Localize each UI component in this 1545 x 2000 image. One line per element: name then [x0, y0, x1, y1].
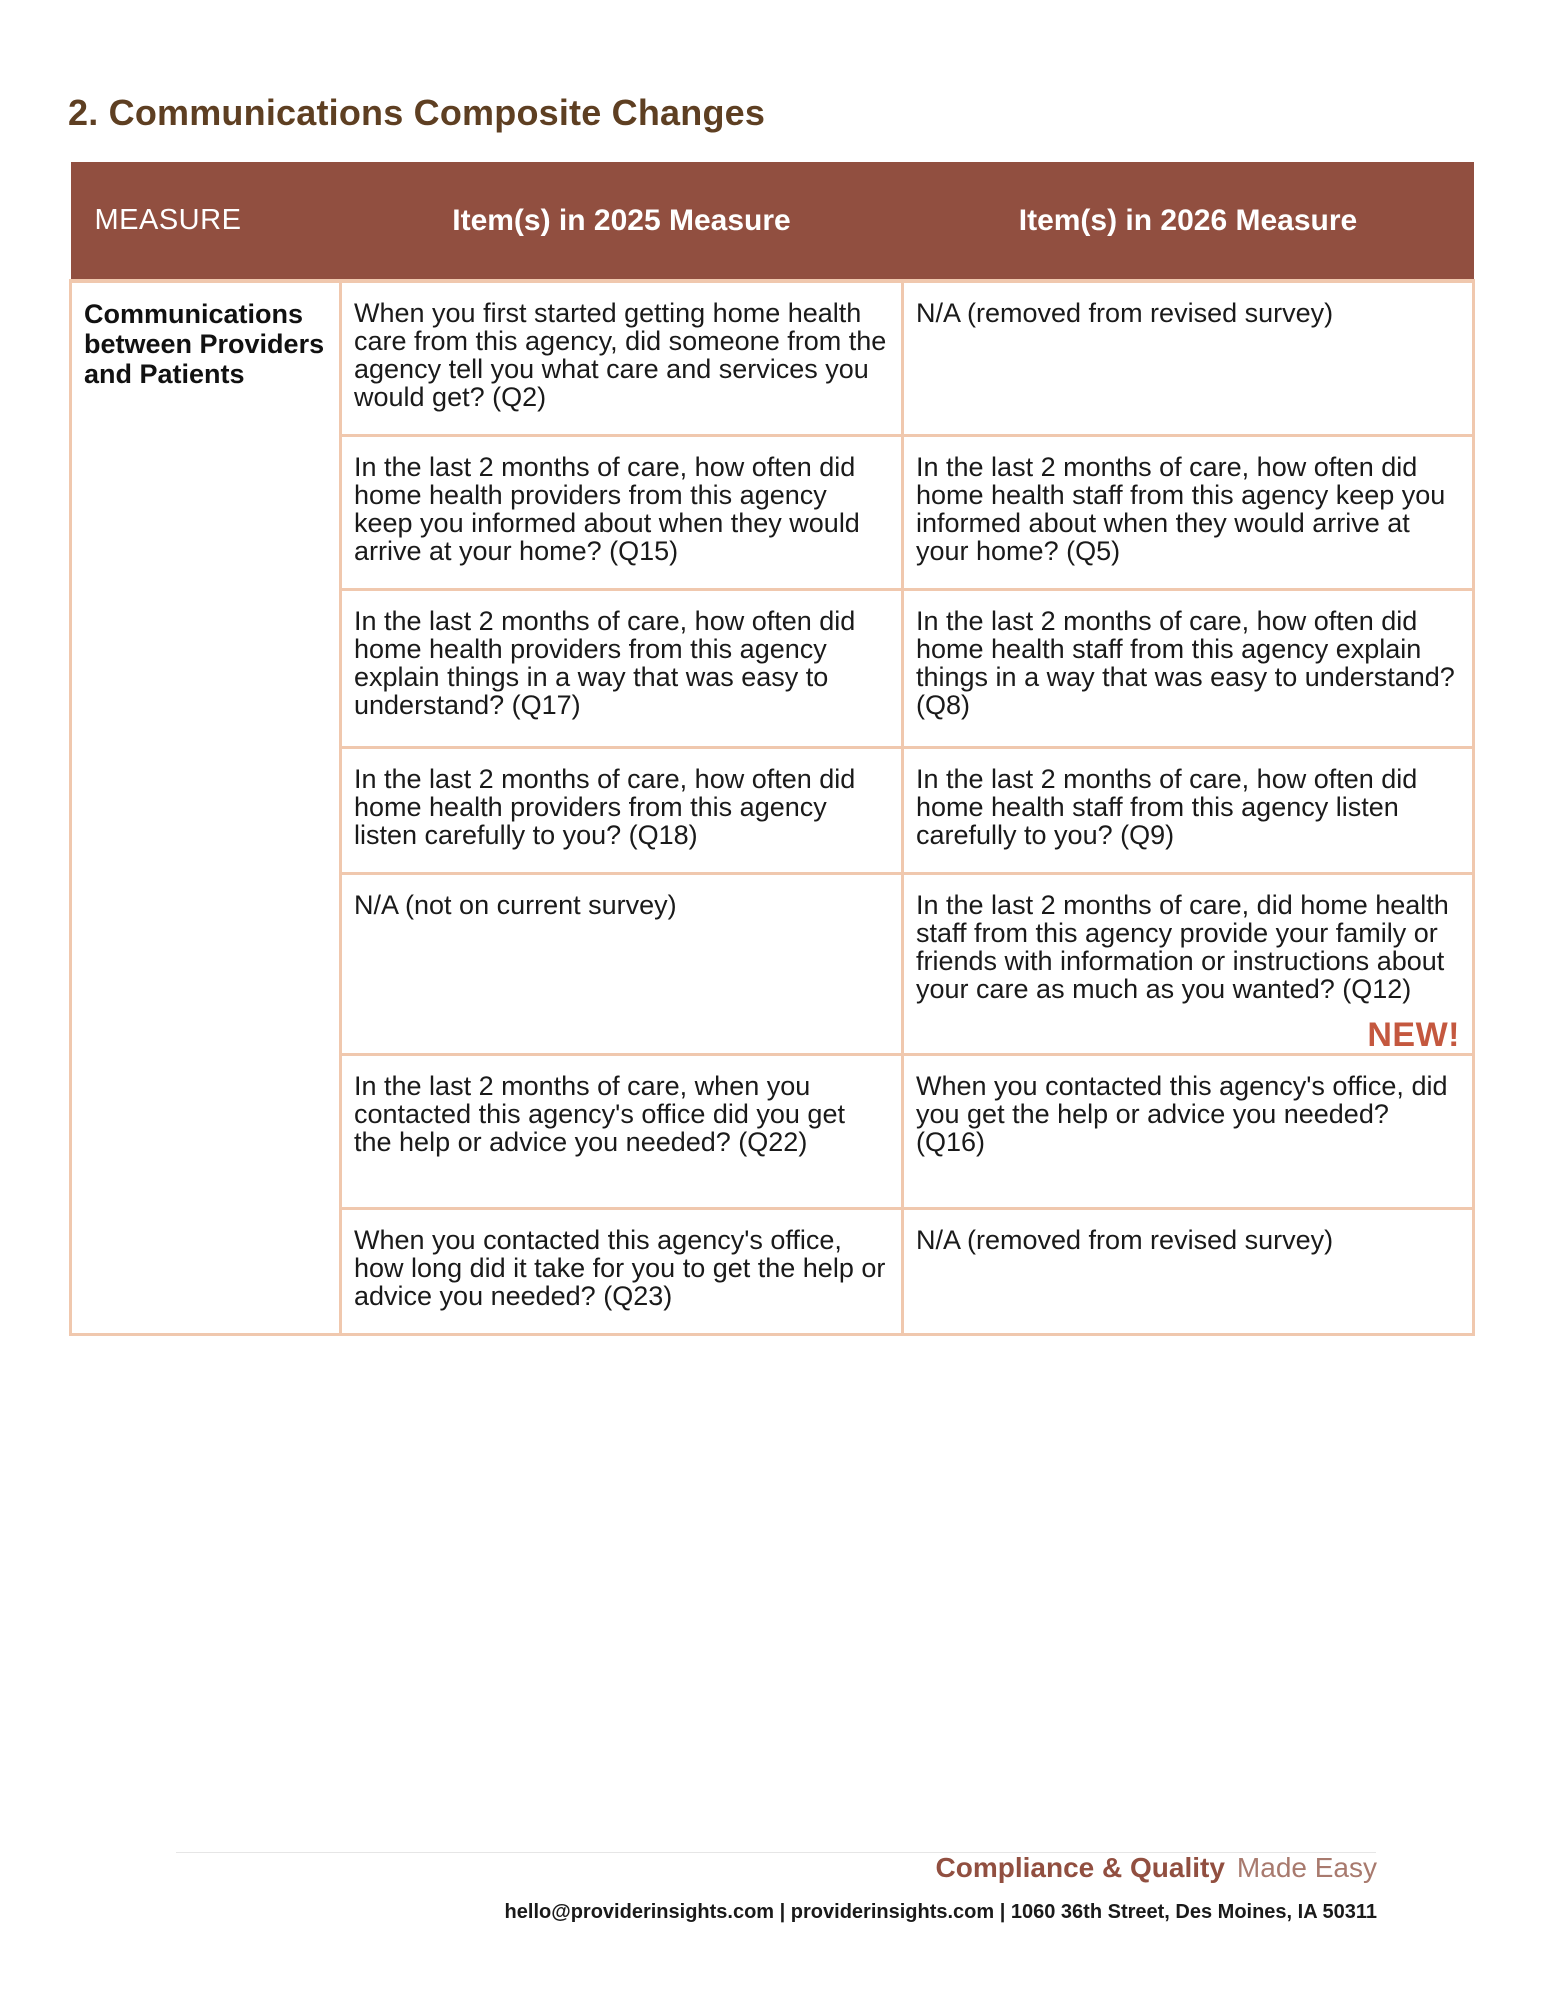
new-badge: NEW!: [1367, 1016, 1460, 1054]
item-2026-cell: In the last 2 months of care, how often did home health staff from this agency explain things in a way that was easy to understand? (Q8): [903, 590, 1474, 748]
item-2025-cell: In the last 2 months of care, when you contacted this agency's office did you get the help or advice you needed? (Q22): [341, 1055, 903, 1209]
measure-comparison-table: [69, 162, 1475, 1336]
measure-name-cell: Communications between Providers and Patients: [71, 281, 341, 1335]
item-2025-cell: When you contacted this agency's office, how long did it take for you to get the help or advice you needed? (Q23): [341, 1209, 903, 1335]
item-2025-cell: In the last 2 months of care, how often did home health providers from this agency listen carefully to you? (Q18): [341, 748, 903, 874]
section-title: 2. Communications Composite Changes: [68, 92, 766, 133]
item-2025-cell: In the last 2 months of care, how often did home health providers from this agency explain things in a way that was easy to understand? (Q17): [341, 590, 903, 748]
item-2026-cell: N/A (removed from revised survey): [903, 1209, 1474, 1335]
footer-contact: hello@providerinsights.com | providerinsights.com | 1060 36th Street, Des Moines, IA 50311: [504, 1901, 1377, 1923]
item-2026-cell: When you contacted this agency's office, did you get the help or advice you needed? (Q16): [903, 1055, 1474, 1209]
item-2026-cell-new: [903, 874, 1474, 1055]
table-row: [71, 281, 1474, 436]
item-2026-cell: In the last 2 months of care, how often did home health staff from this agency keep you informed about when they would arrive at your home? (Q5): [903, 436, 1474, 590]
item-2025-cell: When you first started getting home health care from this agency, did someone from the agency tell you what care and services you would get? (Q2): [341, 281, 903, 436]
header-items-2025: Item(s) in 2025 Measure: [341, 162, 903, 281]
footer-tagline: [936, 1852, 1377, 1884]
table-header-row: [71, 162, 1474, 281]
item-2026-cell: In the last 2 months of care, how often did home health staff from this agency listen carefully to you? (Q9): [903, 748, 1474, 874]
item-2026-text: In the last 2 months of care, did home health staff from this agency provide your family or friends with information or instructions about your care as much as you wanted? (Q12): [916, 890, 1449, 1004]
item-2025-cell: In the last 2 months of care, how often did home health providers from this agency keep you informed about when they would arrive at your home? (Q15): [341, 436, 903, 590]
header-measure: MEASURE: [71, 162, 341, 281]
header-items-2026: Item(s) in 2026 Measure: [903, 162, 1474, 281]
item-2026-cell: N/A (removed from revised survey): [903, 281, 1474, 436]
tagline-strong: Compliance & Quality: [935, 1852, 1225, 1883]
item-2025-cell: N/A (not on current survey): [341, 874, 903, 1055]
tagline-light: Made Easy: [1236, 1852, 1377, 1883]
